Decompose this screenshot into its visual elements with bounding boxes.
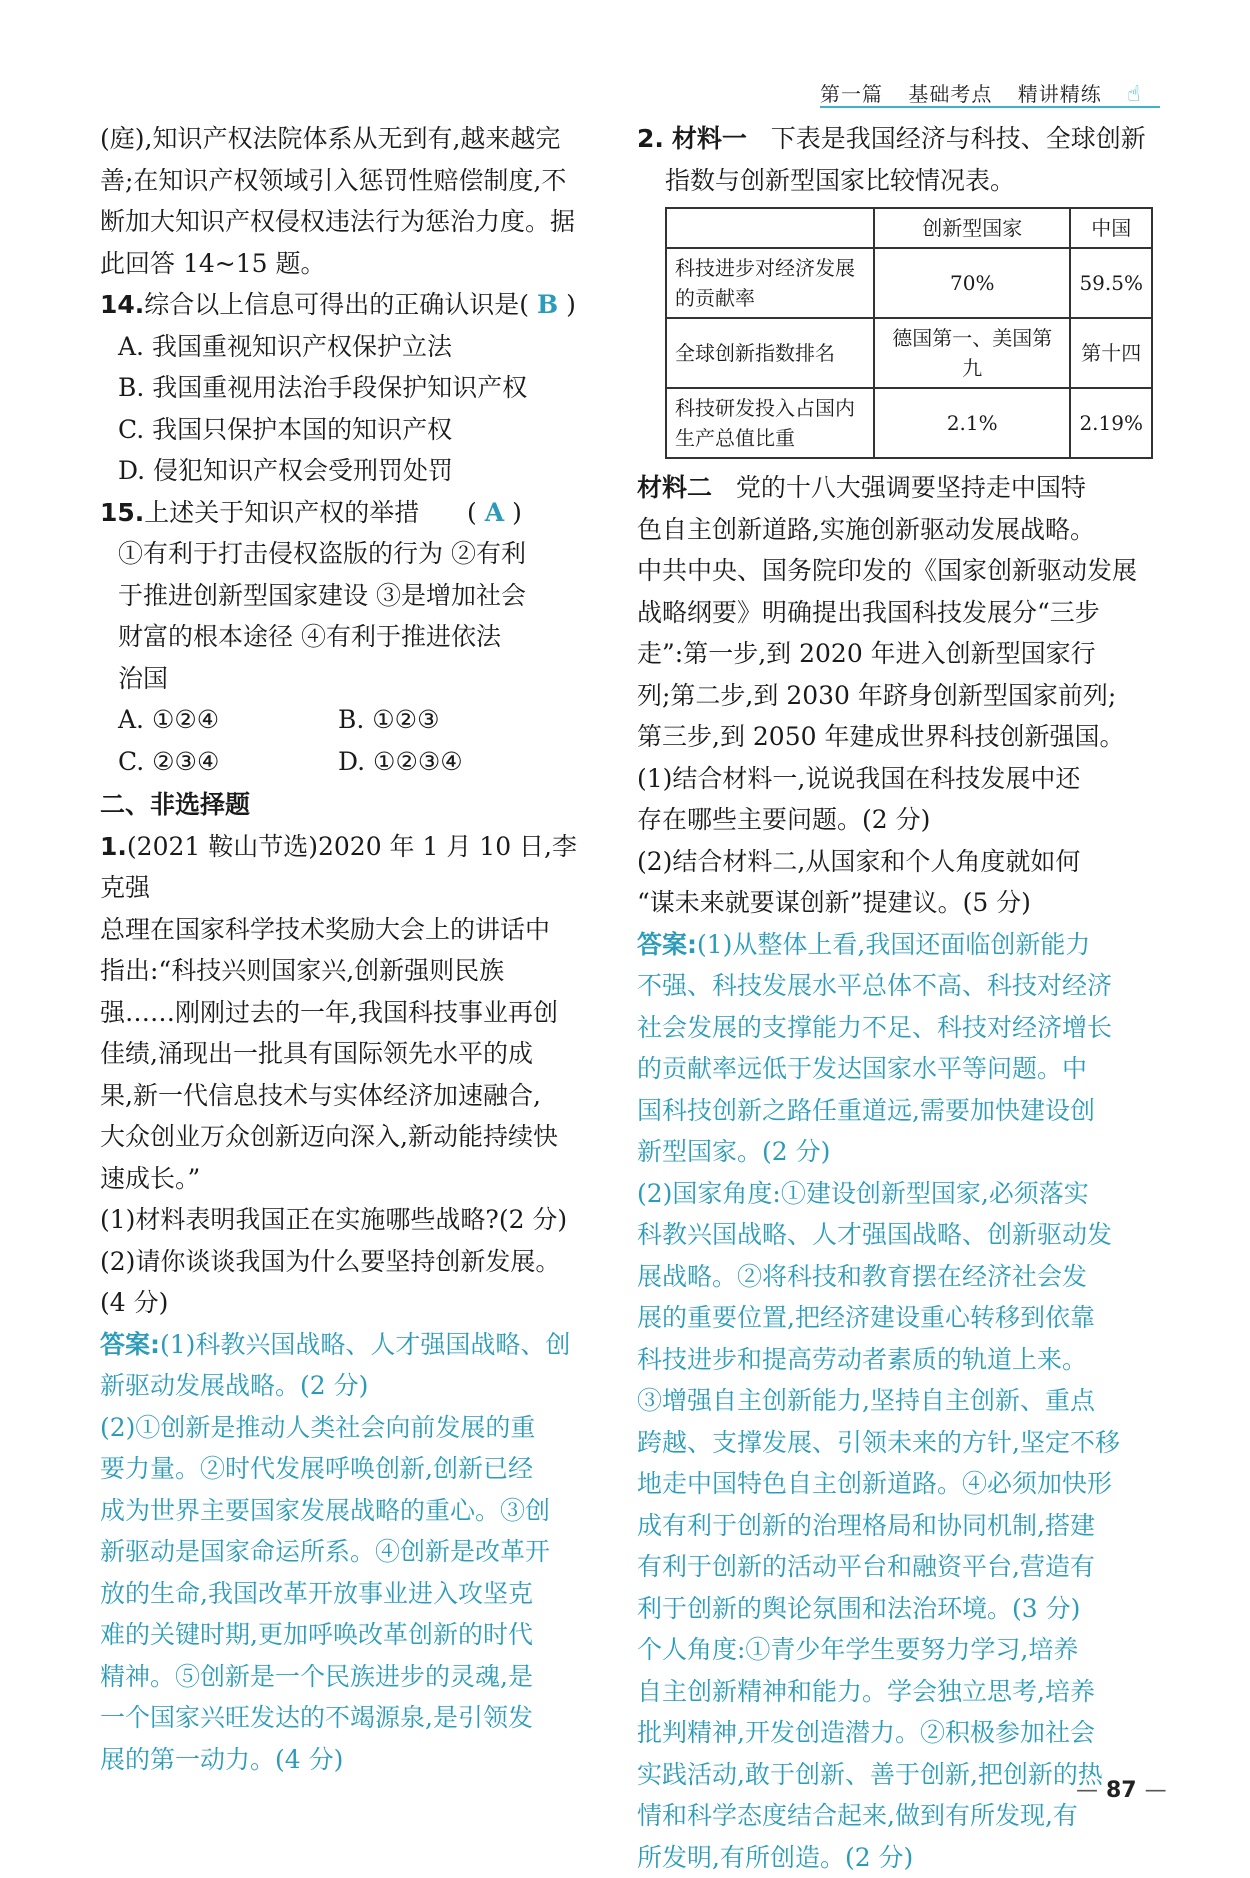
table-row	[666, 388, 1152, 458]
bracket-close: )	[512, 498, 522, 527]
sub-question: (2)结合材料二,从国家和个人角度就如何	[637, 841, 1157, 883]
answer-line: 难的关键时期,更加呼唤改革创新的时代	[100, 1614, 600, 1656]
answer-line: 利于创新的舆论氛围和法治环境。(3 分)	[637, 1588, 1157, 1630]
option-c: C. 我国只保护本国的知识产权	[100, 409, 600, 451]
page-number: — 87 —	[1068, 1778, 1175, 1803]
option-b: B. 我国重视用法治手段保护知识产权	[100, 367, 600, 409]
statement-line: ①有利于打击侵权盗版的行为 ②有利	[100, 533, 600, 575]
answer-line: 展的重要位置,把经济建设重心转移到依靠	[637, 1297, 1157, 1339]
question-1-line	[100, 826, 600, 909]
answer-line: 个人角度:①青少年学生要努力学习,培养	[637, 1629, 1157, 1671]
statement-line: 于推进创新型国家建设 ③是增加社会	[100, 575, 600, 617]
answer-line: 跨越、支撑发展、引领未来的方针,坚定不移	[637, 1422, 1157, 1464]
material-2-line: 材料二 党的十八大强调要坚持走中国特	[637, 467, 1157, 509]
material-2-line: 列;第二步,到 2030 年跻身创新型国家前列;	[637, 675, 1157, 717]
option-d: D. ①②③④	[338, 741, 558, 783]
header-section: 基础考点	[908, 82, 992, 106]
option-row	[100, 699, 600, 741]
answer-line: 答案:(1)科教兴国战略、人才强国战略、创	[100, 1324, 600, 1366]
table-row	[666, 318, 1152, 388]
option-d: D. 侵犯知识产权会受刑罚处罚	[100, 450, 600, 492]
table-header-cell	[666, 208, 874, 248]
table-cell: 全球创新指数排名	[666, 318, 874, 388]
question-15-stem	[100, 492, 600, 534]
header-part: 第一篇	[820, 82, 883, 106]
answer-line: 答案:(1)从整体上看,我国还面临创新能力	[637, 924, 1157, 966]
question-14-stem	[100, 284, 600, 326]
bracket-close: )	[566, 290, 576, 319]
answer-line: 新驱动发展战略。(2 分)	[100, 1365, 600, 1407]
question-number: 2.	[637, 124, 664, 153]
material-2-line: 第三步,到 2050 年建成世界科技创新强国。	[637, 716, 1157, 758]
answer-letter: B	[537, 290, 558, 319]
table-header-row	[666, 208, 1152, 248]
answer-line: 展的第一动力。(4 分)	[100, 1739, 600, 1781]
comparison-table	[665, 207, 1153, 459]
answer-line: 自主创新精神和能力。学会独立思考,培养	[637, 1671, 1157, 1713]
sub-question: (2)请你谈谈我国为什么要坚持创新发展。	[100, 1241, 600, 1283]
answer-line: 国科技创新之路任重道远,需要加快建设创	[637, 1090, 1157, 1132]
page-header	[820, 78, 1160, 108]
question-1-line: 佳绩,涌现出一批具有国际领先水平的成	[100, 1033, 600, 1075]
answer-line: 精神。⑤创新是一个民族进步的灵魂,是	[100, 1656, 600, 1698]
answer-label: 答案:	[637, 930, 697, 959]
answer-block	[100, 1324, 600, 1781]
question-text: 上述关于知识产权的举措	[144, 498, 419, 527]
answer-line: 一个国家兴旺发达的不竭源泉,是引领发	[100, 1697, 600, 1739]
material-2-line: 中共中央、国务院印发的《国家创新驱动发展	[637, 550, 1157, 592]
question-2-line: 指数与创新型国家比较情况表。	[637, 160, 1157, 202]
option-a: A. 我国重视知识产权保护立法	[100, 326, 600, 368]
question-1-line: 速成长。”	[100, 1158, 600, 1200]
answer-line: (2)国家角度:①建设创新型国家,必须落实	[637, 1173, 1157, 1215]
sub-question: (4 分)	[100, 1282, 600, 1324]
answer-line: 新型国家。(2 分)	[637, 1131, 1157, 1173]
question-number: 1.	[100, 832, 127, 861]
answer-label: 答案:	[100, 1330, 160, 1359]
right-column	[637, 118, 1157, 1878]
answer-line: 科技进步和提高劳动者素质的轨道上来。	[637, 1339, 1157, 1381]
sub-question: “谋未来就要谋创新”提建议。(5 分)	[637, 882, 1157, 924]
table-cell: 第十四	[1070, 318, 1152, 388]
answer-line: 不强、科技发展水平总体不高、科技对经济	[637, 965, 1157, 1007]
table-header-cell: 创新型国家	[874, 208, 1070, 248]
statement-line: 财富的根本途径 ④有利于推进依法	[100, 616, 600, 658]
material-label: 材料二	[637, 473, 712, 502]
bracket-open: (	[467, 498, 477, 527]
answer-line: 社会发展的支撑能力不足、科技对经济增长	[637, 1007, 1157, 1049]
table-header-cell: 中国	[1070, 208, 1152, 248]
table-cell: 2.19%	[1070, 388, 1152, 458]
answer-line: 所发明,有所创造。(2 分)	[637, 1837, 1157, 1878]
table-cell: 科技研发投入占国内生产总值比重	[666, 388, 874, 458]
answer-line: 的贡献率远低于发达国家水平等问题。中	[637, 1048, 1157, 1090]
intro-line: 善;在知识产权领域引入惩罚性赔偿制度,不	[100, 160, 600, 202]
intro-line: (庭),知识产权法院体系从无到有,越来越完	[100, 118, 600, 160]
sub-question: (1)结合材料一,说说我国在科技发展中还	[637, 758, 1157, 800]
answer-line: 要力量。②时代发展呼唤创新,创新已经	[100, 1448, 600, 1490]
pointing-hand-icon: ☝	[1127, 82, 1141, 107]
material-2-line: 走”:第一步,到 2020 年进入创新型国家行	[637, 633, 1157, 675]
question-1-line: 大众创业万众创新迈向深入,新动能持续快	[100, 1116, 600, 1158]
answer-line: 有利于创新的活动平台和融资平台,营造有	[637, 1546, 1157, 1588]
table-cell: 70%	[874, 248, 1070, 318]
question-1-line: 果,新一代信息技术与实体经济加速融合,	[100, 1075, 600, 1117]
statement-line: 治国	[100, 658, 600, 700]
left-column	[100, 118, 600, 1780]
intro-line: 此回答 14~15 题。	[100, 243, 600, 285]
question-text: 综合以上信息可得出的正确认识是(	[144, 290, 529, 319]
answer-line: 展战略。②将科技和教育摆在经济社会发	[637, 1256, 1157, 1298]
answer-line: 批判精神,开发创造潜力。②积极参加社会	[637, 1712, 1157, 1754]
answer-line: 新驱动是国家命运所系。④创新是改革开	[100, 1531, 600, 1573]
answer-line: (2)①创新是推动人类社会向前发展的重	[100, 1407, 600, 1449]
option-a: A. ①②④	[118, 699, 338, 741]
answer-letter: A	[485, 498, 504, 527]
table-cell: 科技进步对经济发展的贡献率	[666, 248, 874, 318]
question-text: (2021 鞍山节选)2020 年 1 月 10 日,李克强	[100, 832, 577, 903]
question-number: 14.	[100, 290, 144, 319]
question-1-line: 强……刚刚过去的一年,我国科技事业再创	[100, 992, 600, 1034]
sub-question: (1)材料表明我国正在实施哪些战略?(2 分)	[100, 1199, 600, 1241]
sub-question: 存在哪些主要问题。(2 分)	[637, 799, 1157, 841]
question-number: 15.	[100, 498, 144, 527]
material-2-line: 色自主创新道路,实施创新驱动发展战略。	[637, 509, 1157, 551]
answer-line: 成为世界主要国家发展战略的重心。③创	[100, 1490, 600, 1532]
option-row	[100, 741, 600, 783]
table-cell: 59.5%	[1070, 248, 1152, 318]
question-1-line: 指出:“科技兴则国家兴,创新强则民族	[100, 950, 600, 992]
material-2-line: 战略纲要》明确提出我国科技发展分“三步	[637, 592, 1157, 634]
answer-line: 成有利于创新的治理格局和协同机制,搭建	[637, 1505, 1157, 1547]
answer-line: 情和科学态度结合起来,做到有所发现,有	[637, 1795, 1157, 1837]
section-title: 二、非选择题	[100, 784, 600, 826]
answer-line: ③增强自主创新能力,坚持自主创新、重点	[637, 1380, 1157, 1422]
question-1-line: 总理在国家科学技术奖励大会上的讲话中	[100, 909, 600, 951]
answer-line: 实践活动,敢于创新、善于创新,把创新的热	[637, 1754, 1157, 1796]
header-subtitle: 精讲精练	[1018, 82, 1102, 106]
question-2-line: 2. 材料一 下表是我国经济与科技、全球创新	[637, 118, 1157, 160]
option-c: C. ②③④	[118, 741, 338, 783]
table-cell: 德国第一、美国第九	[874, 318, 1070, 388]
material-label: 材料一	[672, 124, 747, 153]
answer-block	[637, 924, 1157, 1878]
option-b: B. ①②③	[338, 699, 558, 741]
answer-line: 科教兴国战略、人才强国战略、创新驱动发	[637, 1214, 1157, 1256]
answer-line: 放的生命,我国改革开放事业进入攻坚克	[100, 1573, 600, 1615]
table-row	[666, 248, 1152, 318]
intro-line: 断加大知识产权侵权违法行为惩治力度。据	[100, 201, 600, 243]
answer-line: 地走中国特色自主创新道路。④必须加快形	[637, 1463, 1157, 1505]
table-cell: 2.1%	[874, 388, 1070, 458]
